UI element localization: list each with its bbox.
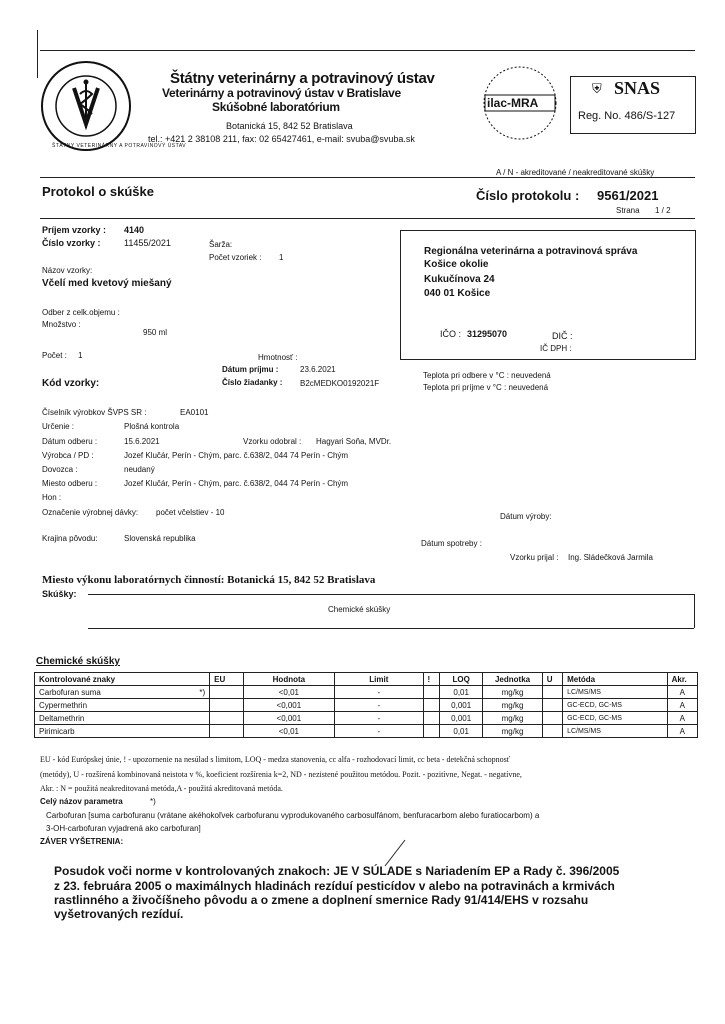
accreditation-cell: A bbox=[667, 686, 697, 699]
accepted-by-value: Ing. Sládečková Jarmila bbox=[568, 553, 653, 562]
parameter-name-text: Deltamethrin bbox=[39, 713, 85, 723]
tests-bottom-rule bbox=[88, 628, 694, 629]
col-loq: LOQ bbox=[439, 673, 482, 686]
unit-cell: mg/kg bbox=[483, 686, 542, 699]
pen-check-mark bbox=[380, 838, 410, 868]
farm-label: Hon : bbox=[42, 493, 62, 502]
parameter-name-text: Carbofuran suma bbox=[39, 687, 101, 697]
value-cell: <0,01 bbox=[243, 725, 335, 738]
batch-desc-label: Označenie výrobnej dávky: bbox=[42, 508, 139, 517]
org-name: Štátny veterinárny a potravinový ústav bbox=[170, 70, 435, 87]
legend-line-1: EU - kód Európskej únie, ! - upozornenie na nesúlad s limitom, LOQ - medza stanovenia, cc alfa - rozhodovací limit, cc beta - detekčná schopnosť bbox=[40, 755, 511, 764]
col-method: Metóda bbox=[563, 673, 668, 686]
origin-value: Slovenská republika bbox=[124, 534, 196, 543]
eu-cell bbox=[210, 725, 244, 738]
table-row bbox=[35, 699, 698, 712]
quantity-value: 950 ml bbox=[143, 328, 168, 337]
value-cell: <0,001 bbox=[243, 712, 335, 725]
legend-line-3: Akr. : N = použitá neakreditovaná metóda,A - použitá akreditovaná metóda. bbox=[40, 784, 283, 793]
col-uncertainty: U bbox=[542, 673, 562, 686]
collector-value: Hagyari Soňa, MVDr. bbox=[316, 437, 392, 446]
uncertainty-cell bbox=[542, 725, 562, 738]
bulk-label: Odber z celk.objemu : bbox=[42, 308, 120, 317]
method-cell: LC/MS/MS bbox=[563, 725, 668, 738]
sample-count-label: Počet vzoriek : bbox=[209, 253, 262, 262]
dic-label: DIČ : bbox=[552, 331, 573, 341]
sample-number-label: Číslo vzorky : bbox=[42, 238, 101, 248]
table-row bbox=[35, 725, 698, 738]
parameter-name-text: Pirimicarb bbox=[39, 726, 75, 736]
method-cell: GC-ECD, GC-MS bbox=[563, 699, 668, 712]
customer-city: 040 01 Košice bbox=[424, 288, 491, 299]
loq-cell: 0,01 bbox=[439, 725, 482, 738]
full-name-label: Celý názov parametra bbox=[40, 797, 123, 806]
warning-cell bbox=[423, 712, 439, 725]
col-value: Hodnota bbox=[243, 673, 335, 686]
header-top-rule bbox=[40, 50, 695, 51]
value-cell: <0,001 bbox=[243, 699, 335, 712]
col-limit: Limit bbox=[335, 673, 423, 686]
request-label: Číslo žiadanky : bbox=[222, 378, 283, 387]
col-accreditation: Akr. bbox=[667, 673, 697, 686]
sample-name: Včelí med kvetový miešaný bbox=[42, 278, 172, 289]
legend-line-2: (metódy), U - rozšírená kombinovaná neistota v %, koeficient rozšírenia k=2, ND - nezistené použitou metódou. Pozit. - pozitívne, Negat. - negatívne, bbox=[40, 770, 522, 779]
collection-date-label: Dátum odberu : bbox=[42, 437, 98, 446]
quantity-label: Množstvo : bbox=[42, 320, 81, 329]
org-address: Botanická 15, 842 52 Bratislava bbox=[226, 121, 353, 131]
method-cell: GC-ECD, GC-MS bbox=[563, 712, 668, 725]
org-contacts: tel.: +421 2 38108 211, fax: 02 65427461, e-mail: svuba@svuba.sk bbox=[148, 134, 415, 144]
consumption-date-label: Dátum spotreby : bbox=[421, 539, 482, 548]
full-name-text-1: Carbofuran [suma carbofuranu (vrátane akéhokoľvek carbofuranu vyprodukovaného carbosulfánom, benfuracarbom alebo furatiocarbom) a bbox=[46, 811, 540, 820]
pieces-label: Počet : bbox=[42, 351, 67, 360]
results-section-title: Chemické skúšky bbox=[36, 656, 120, 667]
uncertainty-cell bbox=[542, 686, 562, 699]
page-label: Strana bbox=[616, 206, 640, 215]
production-date-label: Dátum výroby: bbox=[500, 512, 552, 521]
title-rule bbox=[40, 218, 695, 219]
place-label: Miesto odberu : bbox=[42, 479, 98, 488]
conclusion-label: ZÁVER VYŠETRENIA: bbox=[40, 837, 124, 846]
value-cell: <0,01 bbox=[243, 686, 335, 699]
accreditation-note: A / N - akreditované / neakreditované skúšky bbox=[496, 168, 655, 177]
col-unit: Jednotka bbox=[483, 673, 542, 686]
customer-street: Kukučínova 24 bbox=[424, 274, 495, 285]
icdph-label: IČ DPH : bbox=[540, 344, 572, 353]
collector-label: Vzorku odobral : bbox=[243, 437, 302, 446]
ico-value: 31295070 bbox=[467, 329, 508, 339]
results-table bbox=[34, 672, 698, 738]
limit-cell: - bbox=[335, 699, 423, 712]
unit-cell: mg/kg bbox=[483, 725, 542, 738]
protocol-number-label: Číslo protokolu : bbox=[476, 188, 580, 203]
eu-cell bbox=[210, 699, 244, 712]
loq-cell: 0,01 bbox=[439, 686, 482, 699]
lab-location: Miesto výkonu laboratórnych činností: Botanická 15, 842 52 Bratislava bbox=[42, 574, 376, 586]
institute-seal-icon bbox=[40, 60, 132, 152]
warning-cell bbox=[423, 686, 439, 699]
purpose-value: Plošná kontrola bbox=[124, 422, 180, 431]
producer-value: Jozef Klučár, Perín - Chým, parc. č.638/2, 044 74 Perín - Chým bbox=[124, 451, 349, 460]
results-header-row bbox=[35, 673, 698, 686]
table-row bbox=[35, 686, 698, 699]
tests-top-rule bbox=[88, 594, 694, 595]
unit-cell: mg/kg bbox=[483, 699, 542, 712]
uncertainty-cell bbox=[542, 699, 562, 712]
protocol-title: Protokol o skúške bbox=[42, 184, 154, 199]
received-date: 23.6.2021 bbox=[300, 365, 336, 374]
customer-name2: Košice okolie bbox=[424, 259, 489, 270]
snas-name: SNAS bbox=[614, 78, 661, 98]
accepted-by-label: Vzorku prijal : bbox=[510, 553, 559, 562]
verdict-line-4: vyšetrovaných rezíduí. bbox=[54, 907, 184, 921]
limit-cell: - bbox=[335, 712, 423, 725]
parameter-name bbox=[35, 725, 210, 738]
uncertainty-cell bbox=[542, 712, 562, 725]
origin-label: Krajina pôvodu: bbox=[42, 534, 98, 543]
table-row bbox=[35, 712, 698, 725]
parameter-name bbox=[35, 686, 210, 699]
sample-number: 11455/2021 bbox=[124, 238, 171, 248]
batch-desc-value: počet včelstiev - 10 bbox=[156, 508, 225, 517]
eu-cell bbox=[210, 712, 244, 725]
eu-cell bbox=[210, 686, 244, 699]
parameter-name bbox=[35, 699, 210, 712]
receipt-label: Príjem vzorky : bbox=[42, 225, 107, 235]
importer-value: neudaný bbox=[124, 465, 155, 474]
loq-cell: 0,001 bbox=[439, 699, 482, 712]
col-warning: ! bbox=[423, 673, 439, 686]
ilac-text: ilac-MRA bbox=[487, 96, 539, 110]
temp-receipt: Teplota pri príjme v °C : neuvedená bbox=[423, 383, 549, 392]
org-lab: Skúšobné laboratórium bbox=[212, 100, 340, 114]
tests-right-rule bbox=[694, 594, 695, 628]
limit-cell: - bbox=[335, 686, 423, 699]
accreditation-cell: A bbox=[667, 699, 697, 712]
ico-label: IČO : bbox=[440, 329, 462, 339]
header-bottom-rule bbox=[40, 177, 695, 178]
unit-cell: mg/kg bbox=[483, 712, 542, 725]
sample-code-label: Kód vzorky: bbox=[42, 378, 100, 389]
warning-cell bbox=[423, 725, 439, 738]
sample-name-label: Názov vzorky: bbox=[42, 266, 93, 275]
margin-mark bbox=[37, 30, 38, 78]
snas-reg: Reg. No. 486/S-127 bbox=[578, 110, 676, 122]
pieces-value: 1 bbox=[78, 351, 83, 360]
seal-text: ŠTÁTNY VETERINÁRNY A POTRAVINOVÝ ÚSTAV bbox=[52, 143, 187, 149]
verdict-line-2: z 23. februára 2005 o maximálnych hladinách rezíduí pesticídov v alebo na potravinách a krmivách bbox=[54, 879, 615, 893]
customer-name: Regionálna veterinárna a potravinová správa bbox=[424, 246, 638, 257]
importer-label: Dovozca : bbox=[42, 465, 78, 474]
accreditation-cell: A bbox=[667, 712, 697, 725]
warning-cell bbox=[423, 699, 439, 712]
limit-cell: - bbox=[335, 725, 423, 738]
weight-label: Hmotnosť : bbox=[258, 353, 298, 362]
catalog-label: Číselník výrobkov ŠVPS SR : bbox=[42, 408, 147, 417]
request-number: B2cMEDKO0192021F bbox=[300, 379, 380, 388]
org-subname: Veterinárny a potravinový ústav v Bratislave bbox=[162, 86, 401, 100]
place-value: Jozef Klučár, Perín - Chým, parc. č.638/2, 044 74 Perín - Chým bbox=[124, 479, 349, 488]
snas-emblem-icon: ⛨ bbox=[592, 81, 602, 96]
full-name-text-2: 3-OH-carbofuran vyjadrená ako carbofuran] bbox=[46, 824, 201, 833]
parameter-name-text: Cypermethrin bbox=[39, 700, 88, 710]
batch-label: Šarža: bbox=[209, 240, 233, 249]
col-parameter: Kontrolované znaky bbox=[35, 673, 210, 686]
tests-value: Chemické skúšky bbox=[328, 605, 391, 614]
collection-date: 15.6.2021 bbox=[124, 437, 160, 446]
tests-label: Skúšky: bbox=[42, 589, 77, 599]
sample-count: 1 bbox=[279, 253, 284, 262]
footnote-mark: *) bbox=[199, 687, 206, 697]
producer-label: Výrobca / PD : bbox=[42, 451, 94, 460]
page-number: 1 / 2 bbox=[655, 206, 671, 215]
temp-collection: Teplota pri odbere v °C : neuvedená bbox=[423, 371, 551, 380]
catalog-value: EA0101 bbox=[180, 408, 209, 417]
verdict-line-1: Posudok voči norme v kontrolovaných znakoch: JE V SÚLADE s Nariadením EP a Rady č. 396/2005 bbox=[54, 864, 620, 878]
purpose-label: Určenie : bbox=[42, 422, 75, 431]
parameter-name bbox=[35, 712, 210, 725]
receipt-value: 4140 bbox=[124, 225, 145, 235]
verdict-line-3: rastlinného a živočíšneho pôvodu a o zmene a doplnení smernice Rady 91/414/EHS v rozsahu bbox=[54, 893, 589, 907]
received-date-label: Dátum príjmu : bbox=[222, 365, 279, 374]
full-name-mark: *) bbox=[150, 797, 156, 806]
col-eu: EU bbox=[210, 673, 244, 686]
loq-cell: 0,001 bbox=[439, 712, 482, 725]
accreditation-cell: A bbox=[667, 725, 697, 738]
method-cell: LC/MS/MS bbox=[563, 686, 668, 699]
protocol-number: 9561/2021 bbox=[597, 188, 659, 203]
